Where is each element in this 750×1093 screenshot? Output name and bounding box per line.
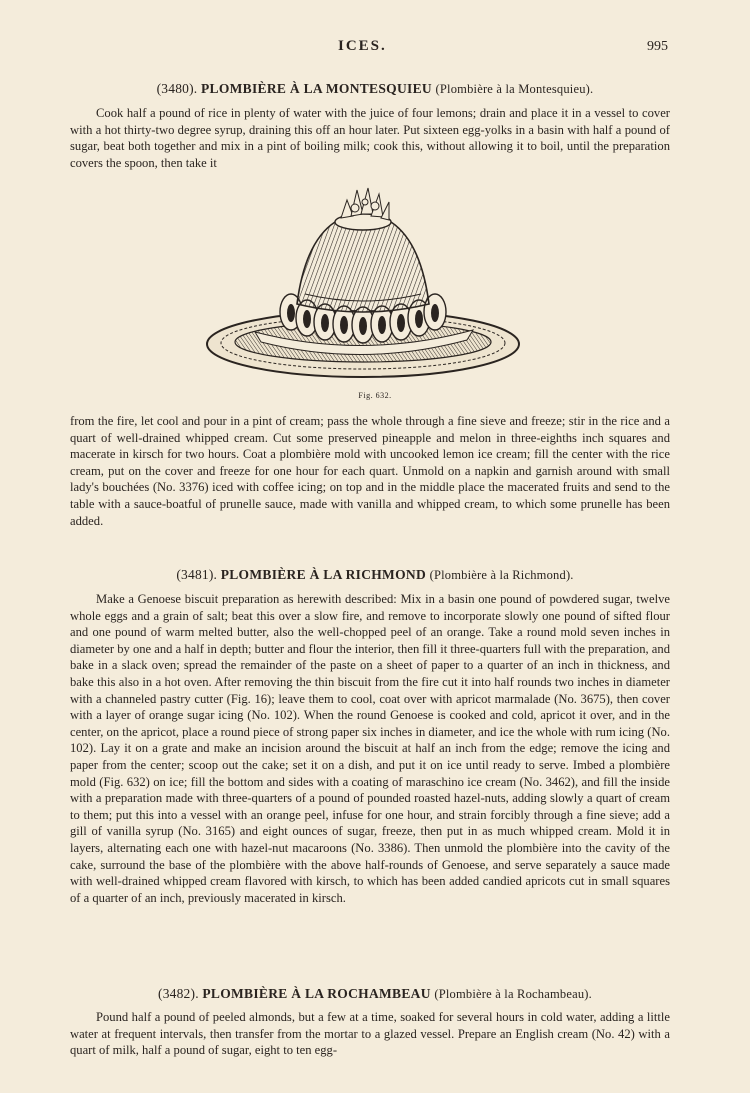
recipe-text-3480-part1 — [70, 105, 670, 171]
running-title: ICES. — [338, 38, 387, 54]
recipe-text-3481 — [70, 591, 670, 906]
recipe-name: PLOMBIÈRE À LA RICHMOND — [220, 567, 426, 582]
recipe-subtitle: (Plombière à la Rochambeau). — [434, 987, 592, 1001]
recipe-name: PLOMBIÈRE À LA MONTESQUIEU — [200, 81, 432, 96]
recipe-title-3481 — [0, 567, 750, 583]
recipe-number: (3480). — [156, 81, 198, 96]
paragraph: Make a Genoese biscuit preparation as herewith described: Mix in a basin one pound of powdered sugar, twelve whole eggs and a grain of salt; beat this over a slow fire, and remove to incorporate slowly one pound of sifted flour and one pound of warm melted butter, also the well-chopped peel of an orange. Take a round mold seven inches in diameter by one and a half in depth; butter and flour the interior, then fill it three-quarters full with the preparation, and bake in a slack oven; spread the remainder of the paste on a sheet of paper to a quarter of an inch in thickness, and bake this also in a hot oven. After removing the thin biscuit from the fire cut it into half rounds two inches in diameter with a channeled pastry cutter (Fig. 16); leave them to cool, coat over with apricot marmalade (No. 3675), then cover with a layer of orange sugar icing (No. 102). When the round Genoese is cooked and cold, apricot it over, and in the center, on the apricot, place a round piece of strong paper six inches in diameter, and ice the whole with rum icing (No. 102). Lay it on a grate and make an incision around the biscuit at half an inch from the edge; remove the icing and paper from the center; scoop out the cake; set it on a dish, and put it on ice until ready to serve. Imbed a plombière mold (Fig. 632) on ice; fill the bottom and sides with a coating of maraschino ice cream (No. 3462), and fill the inside with a preparation made with three-quarters of a pound of pounded roasted hazel-nuts, adding slowly a quart of cream to them; put this into a vessel with an orange peel, infuse for one hour, and strain forcibly through a fine sieve; add a gill of vanilla syrup (No. 3165) and eight ounces of sugar, freeze, then put in as much whipped cream. Mold it in layers, alternating each one with hazel-nut macaroons (No. 3386). Then unmold the plombière into the cavity of the cake, surround the base of the plombière with the above half-rounds of Genoese, and serve separately a sauce made with well-drained whipped cream flavored with kirsch, to which has been added candied apricots cut in small squares of a quarter of an inch, previously macerated in kirsch. — [70, 592, 670, 905]
paragraph: Pound half a pound of peeled almonds, but a few at a time, soaked for several hours in cold water, adding a little water at frequent intervals, then transfer from the mortar to a glazed vessel. Prepare an English cream (No. 42) with a quart of milk, half a pound of sugar, eight to ten egg- — [70, 1010, 670, 1058]
recipe-subtitle: (Plombière à la Richmond). — [429, 568, 574, 582]
recipe-name: PLOMBIÈRE À LA ROCHAMBEAU — [202, 986, 431, 1001]
recipe-text-3480-part2 — [70, 413, 670, 529]
recipe-title-3480 — [0, 81, 750, 97]
recipe-subtitle: (Plombière à la Montesquieu). — [435, 82, 594, 96]
running-head — [0, 38, 750, 58]
paragraph: Cook half a pound of rice in plenty of water with the juice of four lemons; drain and place it in a vessel to cover with a hot thirty-two degree syrup, draining this off an hour later. Put sixteen egg-yolks in a basin with half a pound of sugar, beat both together and mix in a pint of boiling milk; cook this, without allowing it to boil, until the preparation covers the spoon, then take it — [70, 106, 670, 170]
plombiere-mold-illustration — [205, 182, 525, 387]
page-number: 995 — [647, 39, 668, 54]
recipe-title-3482 — [0, 986, 750, 1002]
figure-caption: Fig. 632. — [358, 391, 392, 400]
recipe-number: (3481). — [176, 567, 218, 582]
figure-632 — [205, 182, 525, 387]
recipe-text-3482 — [70, 1009, 670, 1059]
paragraph: from the fire, let cool and pour in a pint of cream; pass the whole through a fine sieve and freeze; stir in the rice and a quart of well-drained whipped cream. Cut some preserved pineapple and melon in three-eighths inch squares and macerate in kirsch for two hours. Coat a plombière mold with uncooked lemon ice cream; fill the center with the rice cream, put on the cover and freeze for one hour for each quart. Unmold on a napkin and garnish around with small lady's bouchées (No. 3376) iced with coffee icing; on top and in the middle place the macerated fruits and send to the table with a sauce-boatful of prunelle sauce, made with vanilla and whipped cream, to which some prunelle has been added. — [70, 414, 670, 528]
recipe-number: (3482). — [158, 986, 199, 1001]
